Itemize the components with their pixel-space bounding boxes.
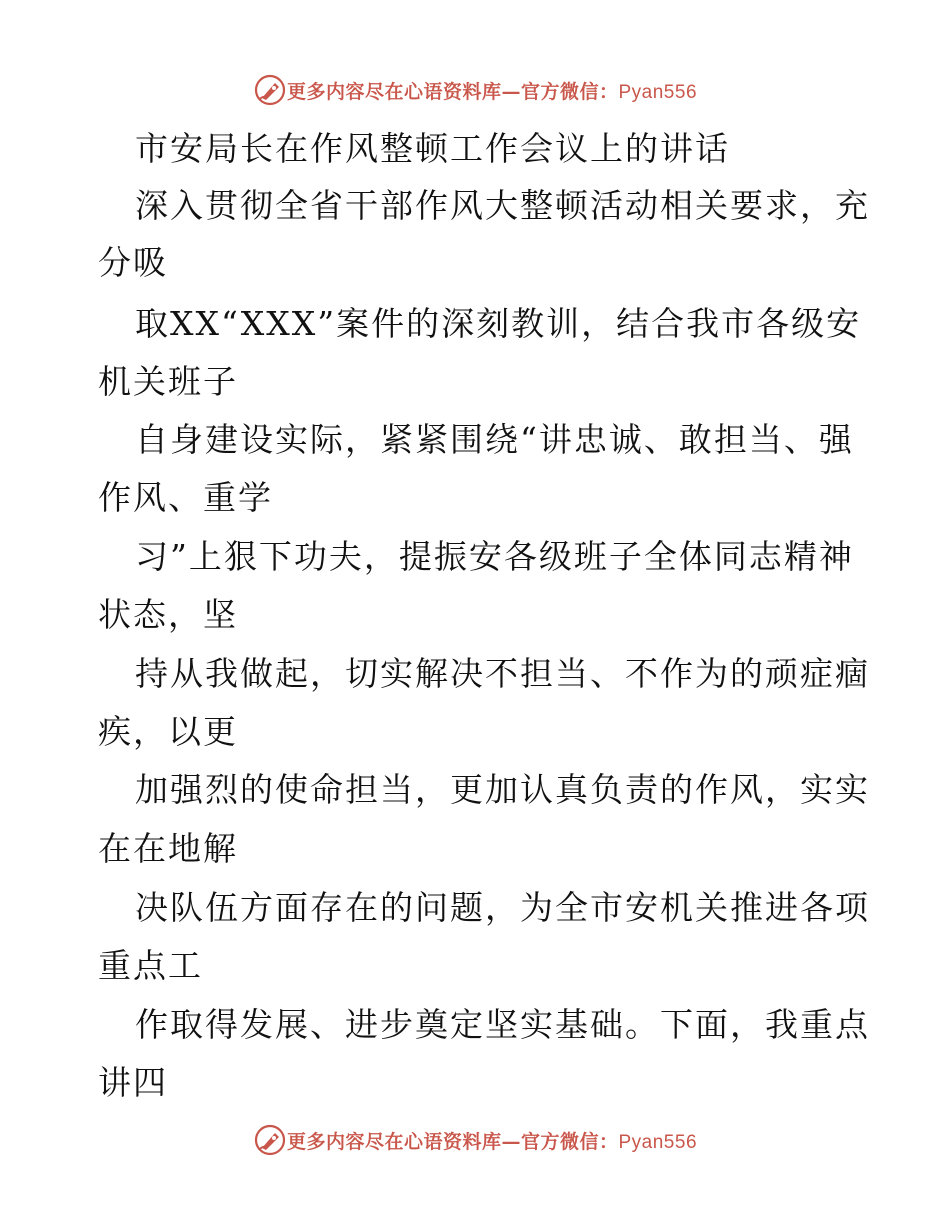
text-line: 作取得发展、进步奠定坚实基础。下面，我重点 bbox=[135, 1005, 870, 1044]
text-line: 持从我做起，切实解决不担当、不作为的顽症痼 bbox=[135, 654, 870, 693]
text-line: 讲四 bbox=[98, 1063, 168, 1102]
text-line: 决队伍方面存在的问题，为全市安机关推进各项 bbox=[135, 888, 870, 927]
text-line: 取XX“XXX”案件的深刻教训，结合我市各级安 bbox=[135, 304, 862, 343]
pen-nib-logo-icon bbox=[253, 73, 287, 107]
text-line: 机关班子 bbox=[98, 362, 238, 401]
text-line: 重点工 bbox=[98, 946, 203, 985]
text-line: 分吸 bbox=[98, 243, 168, 282]
document-title: 市安局长在作风整顿工作会议上的讲话 bbox=[135, 129, 730, 168]
text-line: 作风、重学 bbox=[98, 478, 273, 517]
watermark-text bbox=[287, 1127, 697, 1154]
text-line: 习”上狠下功夫，提振安各级班子全体同志精神 bbox=[135, 537, 854, 576]
footer-watermark bbox=[0, 1120, 950, 1160]
text-line: 状态，坚 bbox=[98, 595, 238, 634]
watermark-wechat-id: Pyan556 bbox=[618, 81, 698, 103]
watermark-group bbox=[253, 73, 697, 107]
text-line: 深入贯彻全省干部作风大整顿活动相关要求，充 bbox=[135, 186, 870, 225]
text-line: 疾，以更 bbox=[98, 712, 238, 751]
watermark-group bbox=[253, 1123, 697, 1157]
text-line: 在在地解 bbox=[98, 829, 238, 868]
text-line: 自身建设实际，紧紧围绕“讲忠诚、敢担当、强 bbox=[135, 420, 854, 459]
watermark-brand: 更多内容尽在心语资料库—官方微信： bbox=[286, 1130, 619, 1153]
header-watermark bbox=[0, 70, 950, 110]
watermark-brand: 更多内容尽在心语资料库—官方微信： bbox=[286, 80, 619, 103]
watermark-wechat-id: Pyan556 bbox=[618, 1131, 698, 1153]
text-line: 加强烈的使命担当，更加认真负责的作风，实实 bbox=[135, 770, 870, 809]
watermark-text bbox=[287, 77, 697, 104]
pen-nib-logo-icon bbox=[253, 1123, 287, 1157]
